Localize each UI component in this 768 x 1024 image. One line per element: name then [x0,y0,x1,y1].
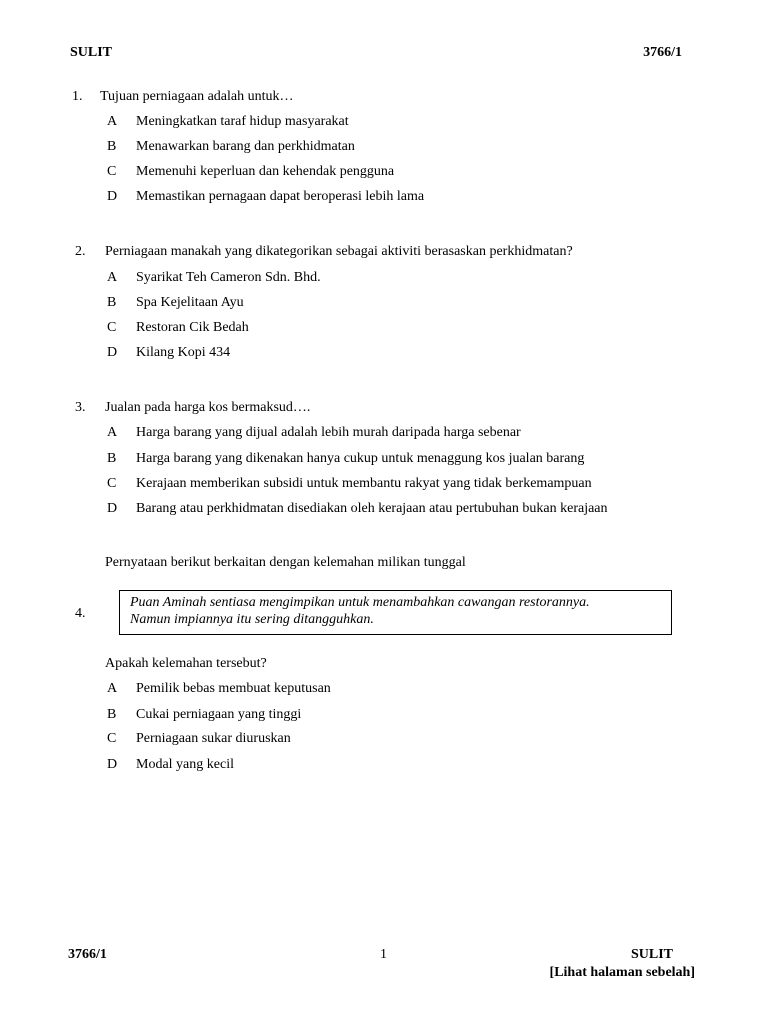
question-stem: Apakah kelemahan tersebut? [105,656,267,671]
option-letter: B [107,707,117,722]
footer-classification: SULIT [630,947,673,962]
option-text: Cukai perniagaan yang tinggi [136,707,302,722]
scenario-line: Puan Aminah sentiasa mengimpikan untuk menambahkan cawangan restorannya. [130,595,590,610]
option-text: Modal yang kecil [136,757,234,772]
footer-next-page-note: [Lihat halaman sebelah] [549,965,695,980]
option-text: Spa Kejelitaan Ayu [136,295,244,310]
header-paper-code: 3766/1 [643,45,682,60]
option-letter: C [107,476,117,491]
option-letter: D [107,501,118,516]
question-number: 4. [75,606,86,621]
option-text: Kerajaan memberikan subsidi untuk membantu rakyat yang tidak berkemampuan [136,476,592,491]
question-stem: Perniagaan manakah yang dikategorikan sebagai aktiviti berasaskan perkhidmatan? [105,244,573,259]
question-number: 2. [75,244,86,259]
header-classification: SULIT [70,45,113,60]
option-text: Memenuhi keperluan dan kehendak pengguna [136,164,395,179]
option-letter: A [107,114,118,129]
question-stem: Tujuan perniagaan adalah untuk… [100,89,294,104]
footer-page-number: 1 [380,947,387,962]
scenario-line: Namun impiannya itu sering ditangguhkan. [130,612,374,627]
option-text: Menawarkan barang dan perkhidmatan [136,139,355,154]
question-stem: Jualan pada harga kos bermaksud…. [105,400,311,415]
option-text: Meningkatkan taraf hidup masyarakat [136,114,349,129]
option-text: Perniagaan sukar diuruskan [136,731,291,746]
option-letter: A [107,681,118,696]
question-intro: Pernyataan berikut berkaitan dengan kelemahan milikan tunggal [105,555,466,570]
option-letter: B [107,139,117,154]
option-letter: C [107,164,117,179]
option-letter: D [107,757,118,772]
option-letter: C [107,320,117,335]
option-text: Harga barang yang dijual adalah lebih murah daripada harga sebenar [136,425,521,440]
option-text: Syarikat Teh Cameron Sdn. Bhd. [136,270,321,285]
option-letter: A [107,425,118,440]
option-letter: B [107,451,117,466]
footer-paper-code: 3766/1 [68,947,107,962]
option-text: Harga barang yang dikenakan hanya cukup untuk menaggung kos jualan barang [136,451,585,466]
scenario-box [119,590,672,635]
question-number: 3. [75,400,86,415]
option-letter: D [107,345,118,360]
option-text: Pemilik bebas membuat keputusan [136,681,331,696]
option-text: Barang atau perkhidmatan disediakan oleh kerajaan atau pertubuhan bukan kerajaan [136,501,608,516]
option-letter: B [107,295,117,310]
option-text: Memastikan pernagaan dapat beroperasi lebih lama [136,189,425,204]
option-letter: D [107,189,118,204]
question-number: 1. [72,89,83,104]
option-letter: A [107,270,118,285]
option-text: Restoran Cik Bedah [136,320,249,335]
option-text: Kilang Kopi 434 [136,345,231,360]
option-letter: C [107,731,117,746]
